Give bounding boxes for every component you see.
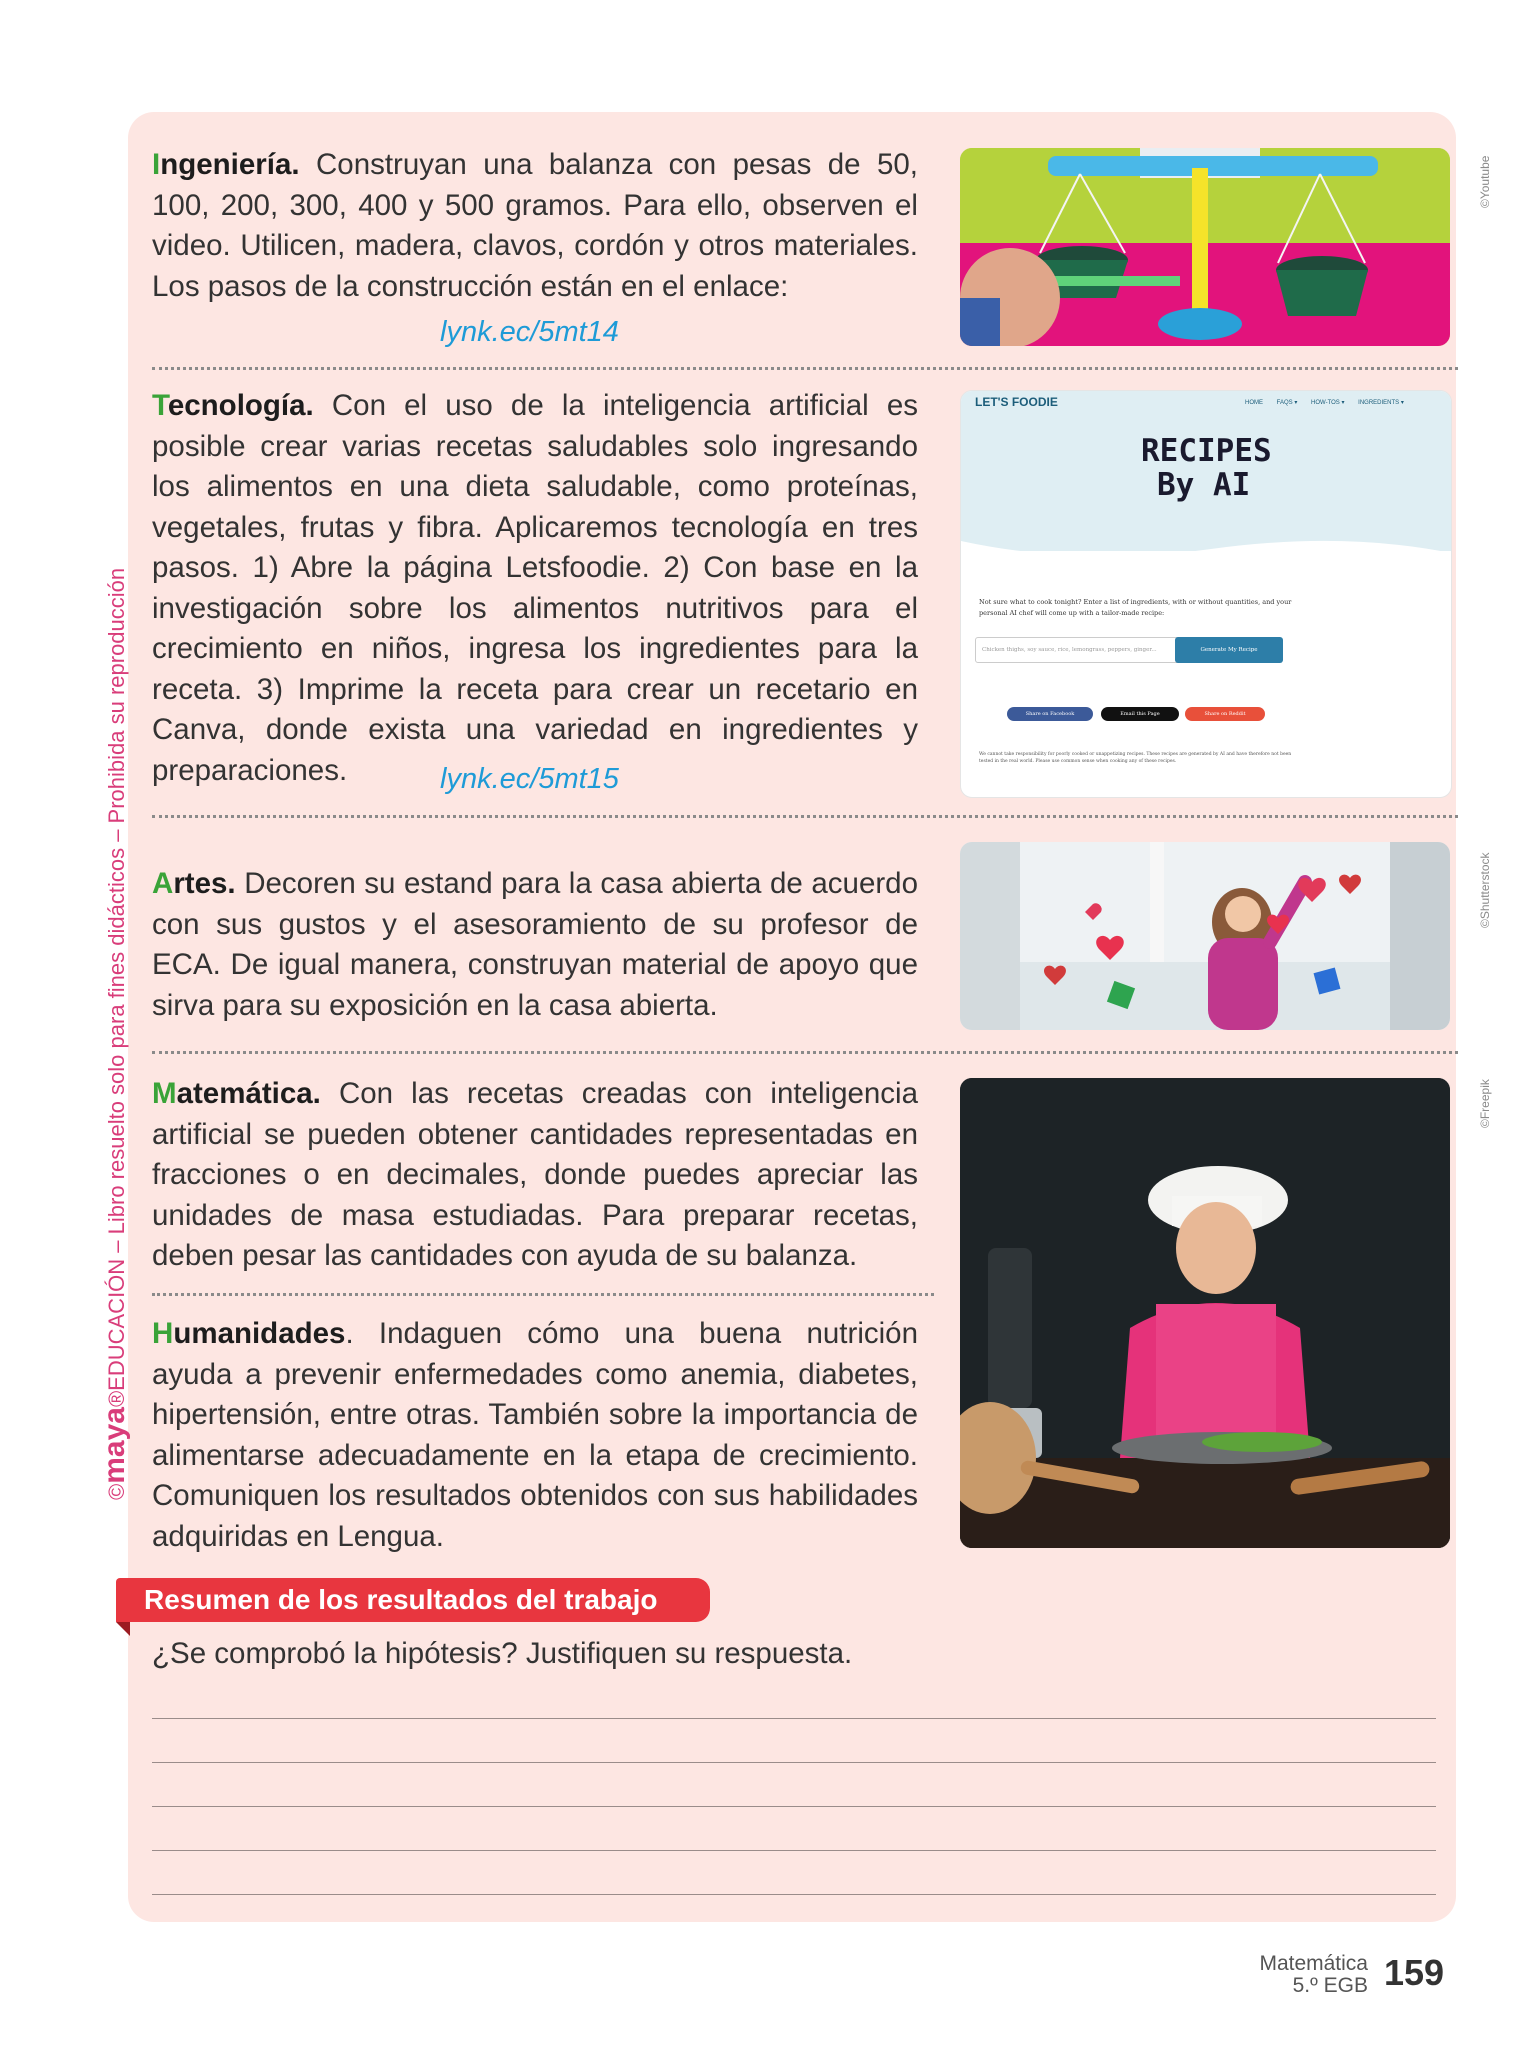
section-body: Con el uso de la inteligencia artificial es posible crear varias recetas saludables solo ingresando los alimentos en una dieta saludable, como proteínas, vegetales, frutas y fibra. Aplicaremos tecnología en tres pasos. 1) Abre la página Letsfoodie. 2) Con base en la investigación sobre los alimentos nutritivos para el crecimiento en niños, ingresa los ingredientes para la receta. 3) Imprime la receta para crear un recetario en Canva, donde exista una variedad en ingredientes y preparaciones.: [152, 389, 918, 787]
hypothesis-question: ¿Se comprobó la hipótesis? Justifiquen su respuesta.: [152, 1637, 853, 1670]
section-body: Decoren su estand para la casa abierta de acuerdo con sus gustos y el asesoramiento de su profesor de ECA. De igual manera, construyan material de apoyo que sirva para su exposición en la casa abierta.: [152, 867, 918, 1022]
share-facebook-button[interactable]: Share on Facebook: [1007, 707, 1093, 721]
section-body: Construyan una balanza con pesas de 50, 100, 200, 300, 400 y 500 gramos. Para ello, observen el video. Utilicen, madera, clavos, cordón y otros materiales. Los pasos de la construcción están en el enlace:: [152, 148, 918, 303]
divider: [152, 1293, 934, 1296]
section-keyword: Tecnología.: [152, 389, 314, 422]
site-nav: [1245, 399, 1404, 406]
section-artes: [152, 864, 918, 1026]
copyright-notice: EDUCACIÓN – Libro resuelto solo para fines didácticos – Prohibida su reproducción: [104, 567, 129, 1391]
registered-symbol: ®: [104, 1390, 129, 1408]
page-number: 159: [1384, 1952, 1445, 1993]
section-keyword: Ingeniería.: [152, 148, 300, 181]
brand-logo-text: maya: [98, 1407, 131, 1484]
girl-decorating-window-photo: [960, 842, 1450, 1030]
email-page-button[interactable]: Email this Page: [1101, 707, 1179, 721]
letsfoodie-screenshot: [960, 390, 1452, 798]
link-ingenieria[interactable]: lynk.ec/5mt14: [440, 316, 619, 348]
ingredient-input[interactable]: Chicken thighs, soy sauce, rice, lemongrass, peppers, ginger...: [975, 637, 1183, 663]
section-tecnologia: [152, 386, 918, 791]
divider: [152, 367, 1458, 370]
section-keyword: Artes.: [152, 867, 236, 900]
share-reddit-button[interactable]: Share on Reddit: [1185, 707, 1265, 721]
summary-title: Resumen de los resultados del trabajo: [144, 1584, 658, 1615]
child-chef-cooking-photo: [960, 1078, 1450, 1548]
divider: [152, 815, 1458, 818]
section-ingenieria: [152, 145, 918, 307]
nav-item[interactable]: HOME: [1245, 400, 1263, 406]
balance-scale-photo: [960, 148, 1450, 346]
nav-item[interactable]: FAQS ▾: [1276, 400, 1298, 406]
section-body: Con las recetas creadas con inteligencia artificial se pueden obtener cantidades representadas en fracciones o en decimales, donde puedes apreciar las unidades de masa estudiadas. Para preparar recetas, deben pesar las cantidades con ayuda de su balanza.: [152, 1077, 918, 1272]
section-body: . Indaguen cómo una buena nutrición ayuda a prevenir enfermedades como anemia, diabetes, hipertensión, entre otras. También sobre la importancia de alimentarse adecuadamente en la etapa de crecimiento. Comuniquen los resultados obtenidos con sus habilidades adquiridas en Lengua.: [152, 1317, 918, 1553]
nav-item[interactable]: HOW-TOS ▾: [1311, 400, 1345, 406]
answer-line[interactable]: [152, 1894, 1436, 1895]
divider: [152, 1051, 1458, 1054]
answer-line[interactable]: [152, 1762, 1436, 1763]
footer-grade: 5.º EGB: [1292, 1974, 1368, 1997]
link-tecnologia[interactable]: lynk.ec/5mt15: [440, 763, 619, 795]
answer-line[interactable]: [152, 1850, 1436, 1851]
site-disclaimer: We cannot take responsibility for poorly cooked or unappetizing recipes. These recipes are generated by AI and have therefore not been tested in the real world. Please use common sense when cooking any of these recipes.: [979, 752, 1292, 764]
copyright-symbol: ©: [104, 1483, 129, 1500]
copyright-sidebar: [98, 568, 132, 1500]
section-keyword: Matemática.: [152, 1077, 321, 1110]
answer-line[interactable]: [152, 1718, 1436, 1719]
photo-credit: ©Youtube: [1478, 155, 1492, 208]
site-logo: LET'S FOODIE: [975, 395, 1058, 409]
section-matematica: [152, 1074, 918, 1277]
section-keyword: Humanidades: [152, 1317, 346, 1350]
photo-credit: ©Shutterstock: [1478, 852, 1492, 928]
generate-recipe-button[interactable]: Generate My Recipe: [1175, 637, 1283, 663]
nav-item[interactable]: INGREDIENTS ▾: [1358, 400, 1404, 406]
photo-credit: ©Freepik: [1478, 1079, 1492, 1128]
answer-line[interactable]: [152, 1806, 1436, 1807]
site-title-line1: RECIPES: [1141, 433, 1272, 469]
section-humanidades: [152, 1314, 918, 1557]
site-title-line2: By AI: [1157, 467, 1251, 503]
site-prompt: Not sure what to cook tonight? Enter a list of ingredients, with or without quantities, and your personal AI chef will come up with a tailor-made recipe:: [979, 598, 1292, 617]
footer-subject: Matemática: [1259, 1952, 1368, 1975]
